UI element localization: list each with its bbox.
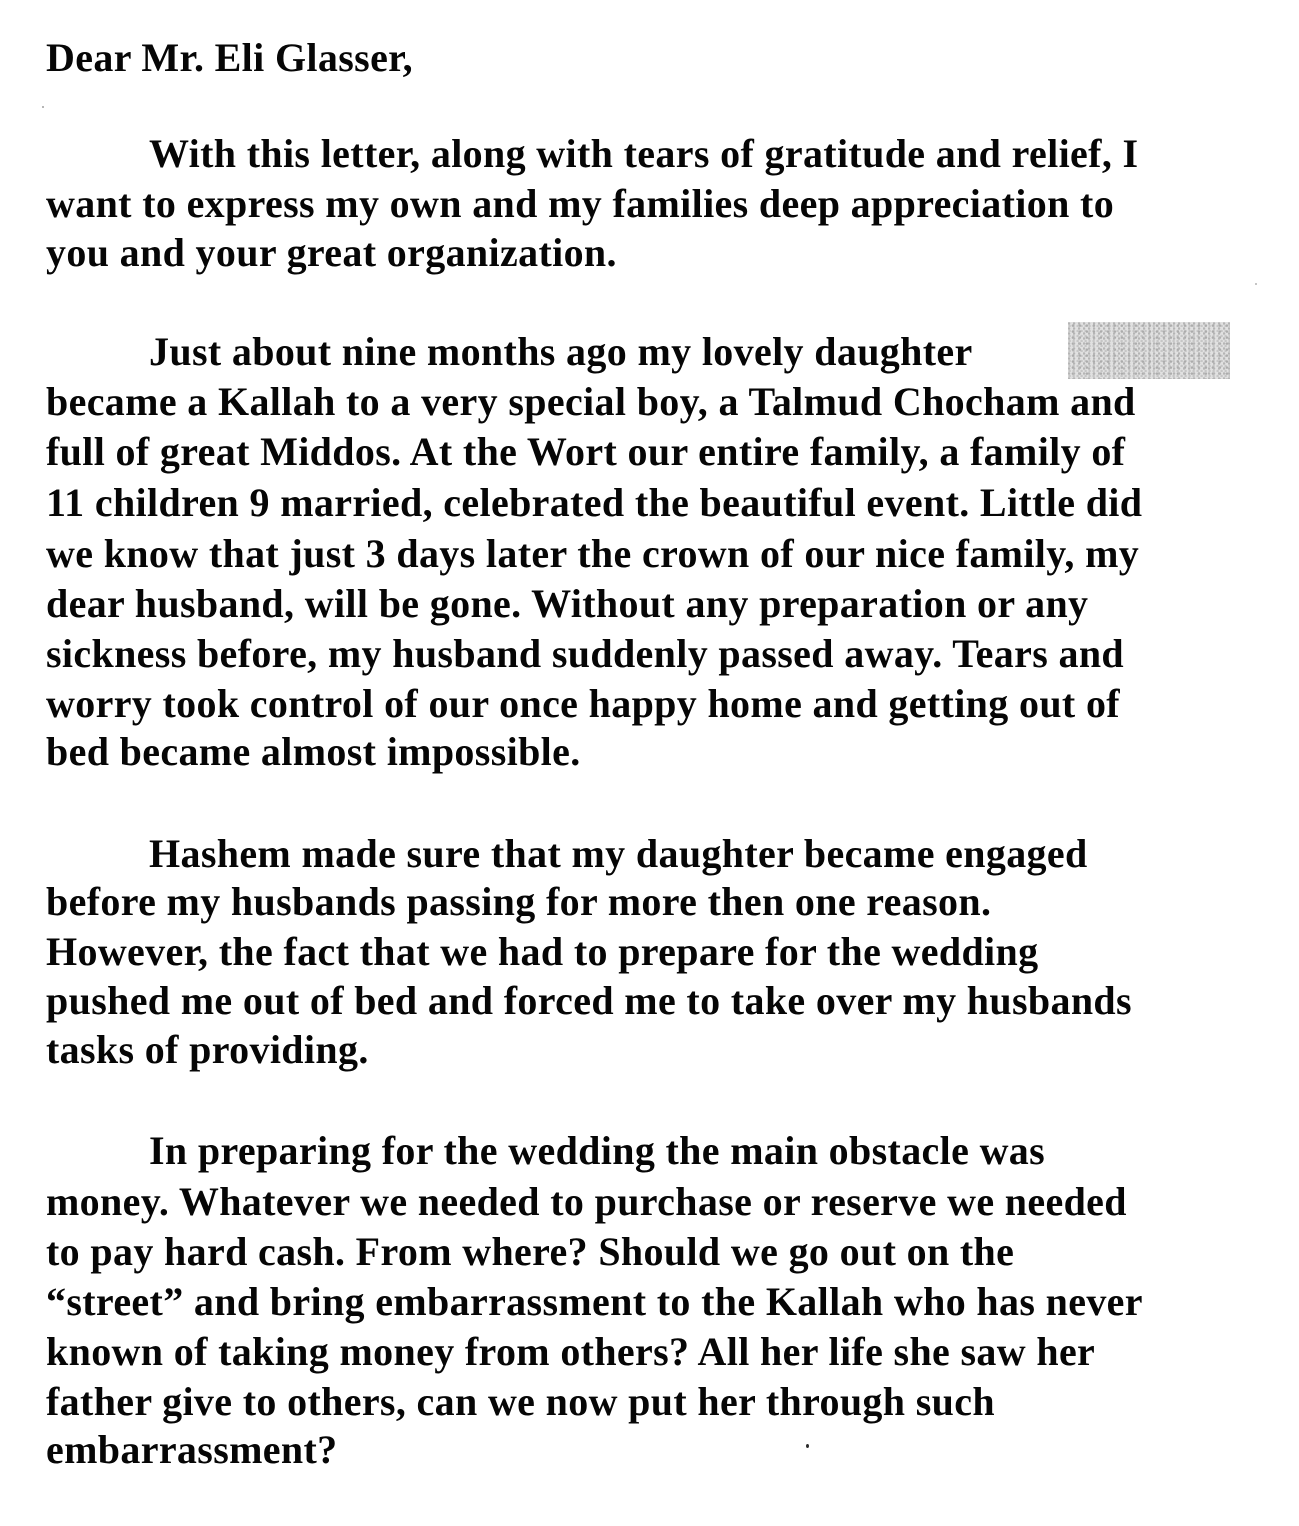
paragraph-3-line-1: Hashem made sure that my daughter became engaged [149, 831, 1088, 876]
paragraph-2-line-9: bed became almost impossible. [46, 729, 581, 774]
paragraph-3-line-4: pushed me out of bed and forced me to take over my husbands [46, 978, 1132, 1023]
paragraph-3-line-3: However, the fact that we had to prepare for the wedding [46, 929, 1039, 974]
paragraph-3-line-2: before my husbands passing for more then one reason. [46, 879, 992, 924]
scan-speck [42, 106, 44, 108]
paragraph-4-line-4: “street” and bring embarrassment to the Kallah who has never [46, 1279, 1143, 1324]
paragraph-4-line-2: money. Whatever we needed to purchase or reserve we needed [46, 1179, 1127, 1224]
paragraph-2-line-7: sickness before, my husband suddenly passed away. Tears and [46, 631, 1125, 676]
paragraph-1-line-2: want to express my own and my families deep appreciation to [46, 181, 1115, 226]
paragraph-2-line-2: became a Kallah to a very special boy, a Talmud Chocham and [46, 379, 1136, 424]
paragraph-4-line-1: In preparing for the wedding the main obstacle was [149, 1128, 1046, 1173]
paragraph-1-line-1: With this letter, along with tears of gratitude and relief, I [149, 131, 1139, 176]
paragraph-1-line-3: you and your great organization. [46, 230, 617, 275]
paragraph-2-line-3: full of great Middos. At the Wort our entire family, a family of [46, 429, 1126, 474]
scan-speck [806, 1444, 809, 1448]
scan-speck [1255, 283, 1257, 285]
paragraph-2-line-1: Just about nine months ago my lovely daughter [149, 329, 973, 374]
paragraph-2-line-4: 11 children 9 married, celebrated the beautiful event. Little did [46, 480, 1143, 525]
paragraph-2-line-8: worry took control of our once happy home and getting out of [46, 681, 1120, 726]
redacted-name-block [1068, 322, 1230, 379]
paragraph-3-line-5: tasks of providing. [46, 1027, 369, 1072]
salutation: Dear Mr. Eli Glasser, [46, 35, 413, 80]
paragraph-2-line-5: we know that just 3 days later the crown of our nice family, my [46, 531, 1140, 576]
paragraph-4-line-7: embarrassment? [46, 1427, 338, 1472]
paragraph-4-line-5: known of taking money from others? All her life she saw her [46, 1329, 1096, 1374]
paragraph-4-line-3: to pay hard cash. From where? Should we go out on the [46, 1229, 1015, 1274]
paragraph-4-line-6: father give to others, can we now put her through such [46, 1379, 995, 1424]
paragraph-2-line-6: dear husband, will be gone. Without any preparation or any [46, 581, 1089, 626]
